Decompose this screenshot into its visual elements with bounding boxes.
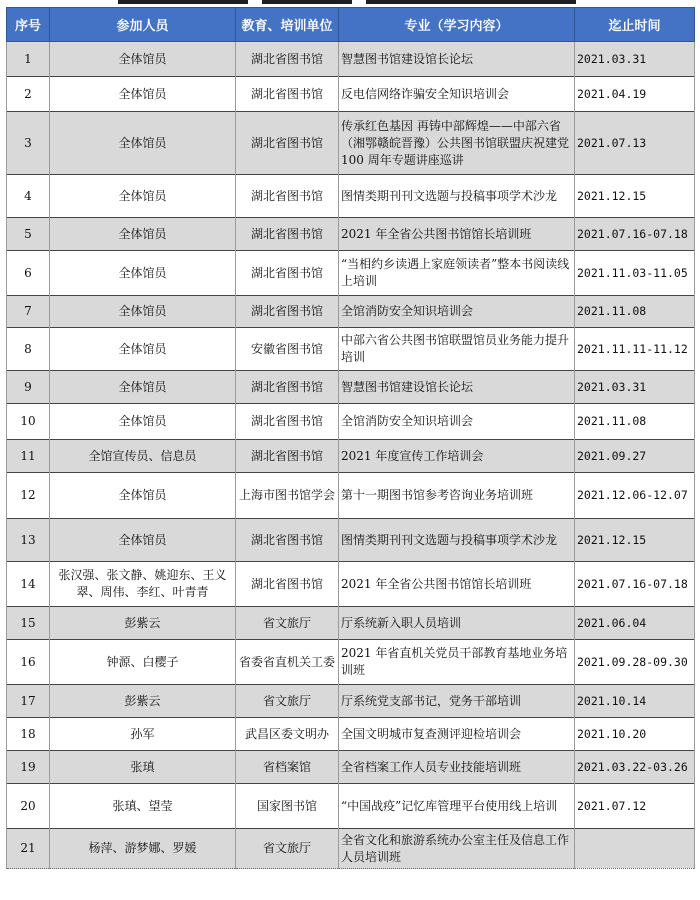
table-row xyxy=(7,751,695,784)
cell-content: 图情类期刊刊文选题与投稿事项学术沙龙 xyxy=(339,175,575,218)
table-row xyxy=(7,440,695,473)
cell-training-unit: 湖北省图书馆 xyxy=(236,42,339,77)
cell-content: 中部六省公共图书馆联盟馆员业务能力提升培训 xyxy=(339,328,575,371)
cell-index: 15 xyxy=(7,607,50,640)
cell-content: 第十一期图书馆参考咨询业务培训班 xyxy=(339,473,575,519)
table-row xyxy=(7,328,695,371)
table-row xyxy=(7,784,695,829)
cell-content: 全国文明城市复查测评迎检培训会 xyxy=(339,718,575,751)
cell-index: 6 xyxy=(7,251,50,296)
cell-participants: 全体馆员 xyxy=(50,218,236,251)
cell-participants: 全体馆员 xyxy=(50,519,236,562)
cell-participants: 全体馆员 xyxy=(50,371,236,404)
cell-index: 8 xyxy=(7,328,50,371)
cell-period: 2021.07.12 xyxy=(575,784,695,829)
cell-period: 2021.12.15 xyxy=(575,519,695,562)
table-row xyxy=(7,251,695,296)
cell-training-unit: 省文旅厅 xyxy=(236,685,339,718)
cell-period: 2021.09.27 xyxy=(575,440,695,473)
table-row xyxy=(7,296,695,328)
cell-training-unit: 省文旅厅 xyxy=(236,829,339,869)
cell-participants: 全体馆员 xyxy=(50,112,236,175)
cell-period: 2021.11.08 xyxy=(575,296,695,328)
cell-period xyxy=(575,829,695,869)
cell-participants: 全体馆员 xyxy=(50,328,236,371)
cell-period: 2021.07.16-07.18 xyxy=(575,562,695,607)
header-content: 专业（学习内容） xyxy=(339,8,575,42)
cell-content: 厅系统新入职人员培训 xyxy=(339,607,575,640)
cell-participants: 彭紫云 xyxy=(50,685,236,718)
cell-period: 2021.07.13 xyxy=(575,112,695,175)
cell-index: 10 xyxy=(7,404,50,440)
cell-period: 2021.03.31 xyxy=(575,42,695,77)
table-row xyxy=(7,829,695,869)
table-row xyxy=(7,685,695,718)
cell-participants: 钟源、白樱子 xyxy=(50,640,236,685)
cell-index: 12 xyxy=(7,473,50,519)
cell-participants: 全馆宣传员、信息员 xyxy=(50,440,236,473)
cell-training-unit: 湖北省图书馆 xyxy=(236,175,339,218)
cell-training-unit: 国家图书馆 xyxy=(236,784,339,829)
cell-training-unit: 武昌区委文明办 xyxy=(236,718,339,751)
cell-index: 18 xyxy=(7,718,50,751)
cell-content: 2021 年省直机关党员干部教育基地业务培训班 xyxy=(339,640,575,685)
cell-participants: 全体馆员 xyxy=(50,42,236,77)
cell-participants: 孙军 xyxy=(50,718,236,751)
cell-participants: 张汉强、张文静、姚迎东、王义翠、周伟、李红、叶青青 xyxy=(50,562,236,607)
table-row xyxy=(7,607,695,640)
cell-participants: 全体馆员 xyxy=(50,473,236,519)
cell-training-unit: 湖北省图书馆 xyxy=(236,218,339,251)
cell-index: 11 xyxy=(7,440,50,473)
cell-index: 16 xyxy=(7,640,50,685)
cell-participants: 全体馆员 xyxy=(50,77,236,112)
cell-period: 2021.04.19 xyxy=(575,77,695,112)
header-training-unit: 教育、培训单位 xyxy=(236,8,339,42)
table-row xyxy=(7,473,695,519)
table-row xyxy=(7,112,695,175)
cell-training-unit: 湖北省图书馆 xyxy=(236,404,339,440)
table-row xyxy=(7,718,695,751)
cell-content: 智慧图书馆建设馆长论坛 xyxy=(339,42,575,77)
cell-training-unit: 湖北省图书馆 xyxy=(236,77,339,112)
cell-index: 5 xyxy=(7,218,50,251)
cell-training-unit: 省委省直机关工委 xyxy=(236,640,339,685)
cell-participants: 杨萍、游梦娜、罗媛 xyxy=(50,829,236,869)
cell-participants: 全体馆员 xyxy=(50,251,236,296)
cell-content: 2021 年全省公共图书馆馆长培训班 xyxy=(339,562,575,607)
cell-period: 2021.12.15 xyxy=(575,175,695,218)
cell-index: 21 xyxy=(7,829,50,869)
cell-index: 14 xyxy=(7,562,50,607)
cell-period: 2021.03.22-03.26 xyxy=(575,751,695,784)
cell-content: 全馆消防安全知识培训会 xyxy=(339,296,575,328)
cell-period: 2021.11.11-11.12 xyxy=(575,328,695,371)
cell-content: 反电信网络诈骗安全知识培训会 xyxy=(339,77,575,112)
cell-content: 2021 年全省公共图书馆馆长培训班 xyxy=(339,218,575,251)
cell-index: 3 xyxy=(7,112,50,175)
cell-index: 17 xyxy=(7,685,50,718)
cell-participants: 彭紫云 xyxy=(50,607,236,640)
cell-index: 19 xyxy=(7,751,50,784)
cell-period: 2021.12.06-12.07 xyxy=(575,473,695,519)
cell-period: 2021.10.20 xyxy=(575,718,695,751)
header-index: 序号 xyxy=(7,8,50,42)
cell-content: 厅系统党支部书记，党务干部培训 xyxy=(339,685,575,718)
cell-participants: 张瑱 xyxy=(50,751,236,784)
cell-index: 7 xyxy=(7,296,50,328)
cell-training-unit: 上海市图书馆学会 xyxy=(236,473,339,519)
cell-period: 2021.11.03-11.05 xyxy=(575,251,695,296)
cell-participants: 全体馆员 xyxy=(50,404,236,440)
cell-content: “当相约乡读遇上家庭领读者”整本书阅读线上培训 xyxy=(339,251,575,296)
cell-period: 2021.03.31 xyxy=(575,371,695,404)
cell-index: 13 xyxy=(7,519,50,562)
table-row xyxy=(7,404,695,440)
cell-period: 2021.06.04 xyxy=(575,607,695,640)
cell-training-unit: 省文旅厅 xyxy=(236,607,339,640)
cell-content: 全馆消防安全知识培训会 xyxy=(339,404,575,440)
cell-content: 智慧图书馆建设馆长论坛 xyxy=(339,371,575,404)
table-row xyxy=(7,519,695,562)
cell-content: 全省文化和旅游系统办公室主任及信息工作人员培训班 xyxy=(339,829,575,869)
cell-period: 2021.09.28-09.30 xyxy=(575,640,695,685)
cell-index: 4 xyxy=(7,175,50,218)
table-row xyxy=(7,175,695,218)
cell-training-unit: 湖北省图书馆 xyxy=(236,519,339,562)
cell-content: 全省档案工作人员专业技能培训班 xyxy=(339,751,575,784)
table-row xyxy=(7,218,695,251)
cell-content: 图情类期刊刊文选题与投稿事项学术沙龙 xyxy=(339,519,575,562)
cell-training-unit: 湖北省图书馆 xyxy=(236,440,339,473)
cell-period: 2021.11.08 xyxy=(575,404,695,440)
cell-training-unit: 安徽省图书馆 xyxy=(236,328,339,371)
table-header-row xyxy=(7,8,695,42)
cropped-title-strip xyxy=(0,0,700,6)
cell-training-unit: 湖北省图书馆 xyxy=(236,371,339,404)
cell-index: 20 xyxy=(7,784,50,829)
cell-training-unit: 湖北省图书馆 xyxy=(236,296,339,328)
cell-content: 2021 年度宣传工作培训会 xyxy=(339,440,575,473)
cell-index: 1 xyxy=(7,42,50,77)
cell-training-unit: 湖北省图书馆 xyxy=(236,562,339,607)
cell-training-unit: 湖北省图书馆 xyxy=(236,112,339,175)
table-row xyxy=(7,371,695,404)
cell-training-unit: 省档案馆 xyxy=(236,751,339,784)
cell-index: 2 xyxy=(7,77,50,112)
cell-content: 传承红色基因 再铸中部辉煌——中部六省（湘鄂赣皖晋豫）公共图书馆联盟庆祝建党 100 周年专题讲座巡讲 xyxy=(339,112,575,175)
cell-participants: 张瑱、望莹 xyxy=(50,784,236,829)
table-row xyxy=(7,640,695,685)
training-table xyxy=(6,7,695,869)
cell-participants: 全体馆员 xyxy=(50,175,236,218)
table-row xyxy=(7,77,695,112)
cell-period: 2021.07.16-07.18 xyxy=(575,218,695,251)
cell-index: 9 xyxy=(7,371,50,404)
cell-content: “中国战疫”记忆库管理平台使用线上培训 xyxy=(339,784,575,829)
table-row xyxy=(7,562,695,607)
cell-participants: 全体馆员 xyxy=(50,296,236,328)
table-row xyxy=(7,42,695,77)
cell-period: 2021.10.14 xyxy=(575,685,695,718)
cell-training-unit: 湖北省图书馆 xyxy=(236,251,339,296)
header-participants: 参加人员 xyxy=(50,8,236,42)
header-period: 迄止时间 xyxy=(575,8,695,42)
